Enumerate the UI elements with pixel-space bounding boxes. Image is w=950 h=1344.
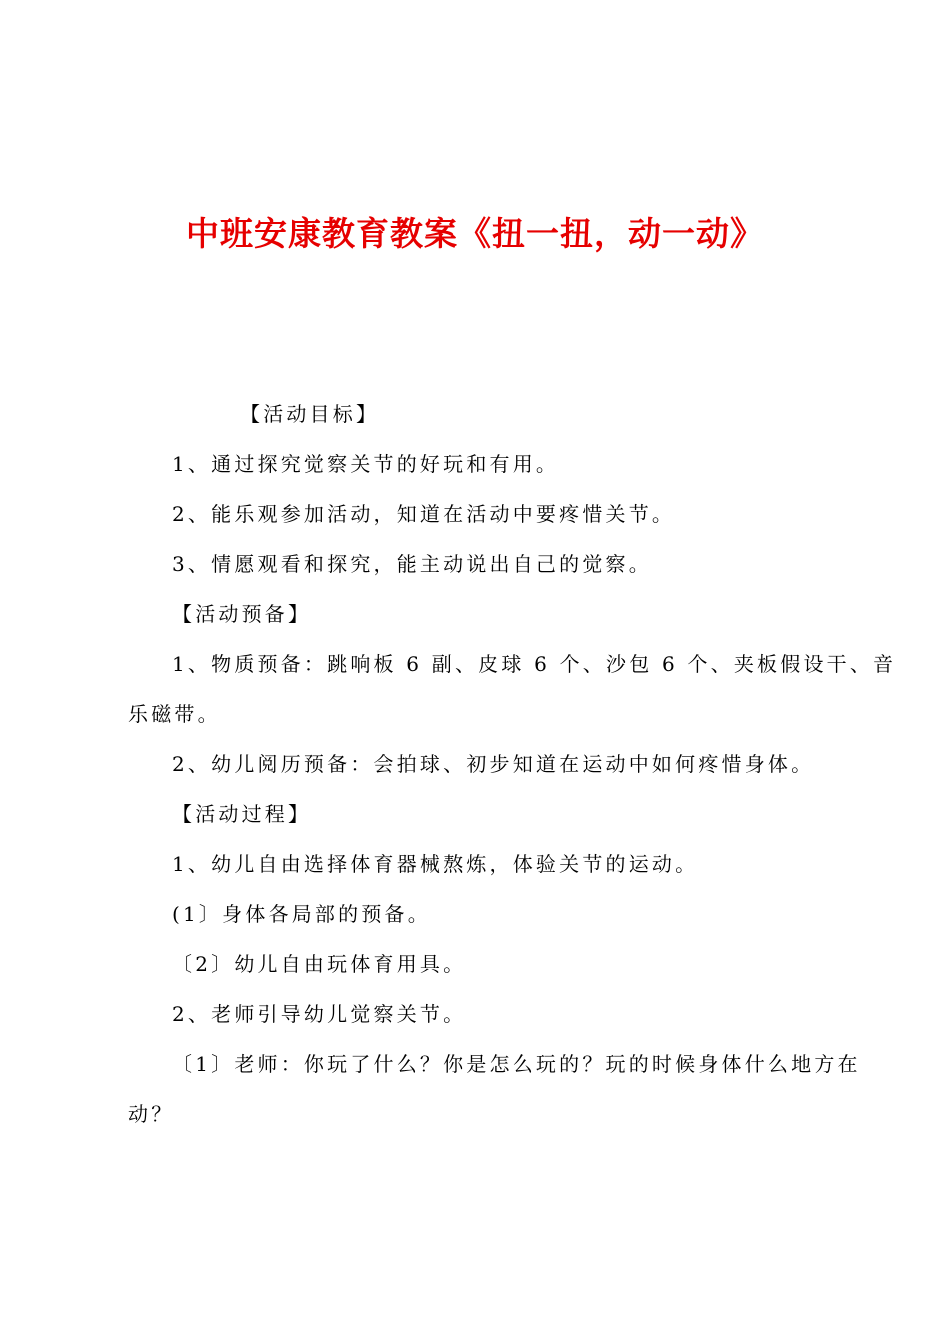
document-title: 中班安康教育教案《扭一扭，动一动》 — [186, 214, 764, 253]
process-step-2: 2、老师引导幼儿觉察关节。 — [172, 1002, 467, 1026]
section-heading-process: 【活动过程】 — [172, 802, 312, 826]
prep-item-1: 1、物质预备：跳响板 6 副、皮球 6 个、沙包 6 个、夹板假设干、音 — [172, 652, 897, 676]
prep-item-1-continued: 乐磁带。 — [128, 702, 221, 726]
process-step-1-sub-1: (1〕身体各局部的预备。 — [172, 902, 431, 926]
goal-item-2: 2、能乐观参加活动，知道在活动中要疼惜关节。 — [172, 502, 676, 526]
section-heading-preparation: 【活动预备】 — [172, 602, 312, 626]
process-step-1-sub-2: 〔2〕幼儿自由玩体育用具。 — [172, 952, 467, 976]
prep-item-2: 2、幼儿阅历预备：会拍球、初步知道在运动中如何疼惜身体。 — [172, 752, 815, 776]
process-step-1: 1、幼儿自由选择体育器械熬炼，体验关节的运动。 — [172, 852, 699, 876]
goal-item-3: 3、情愿观看和探究，能主动说出自己的觉察。 — [172, 552, 652, 576]
process-step-2-sub-1-continued: 动？ — [128, 1102, 175, 1126]
goal-item-1: 1、通过探究觉察关节的好玩和有用。 — [172, 452, 560, 476]
process-step-2-sub-1: 〔1〕老师：你玩了什么？你是怎么玩的？玩的时候身体什么地方在 — [172, 1052, 861, 1076]
section-heading-goals: 【活动目标】 — [240, 402, 380, 426]
